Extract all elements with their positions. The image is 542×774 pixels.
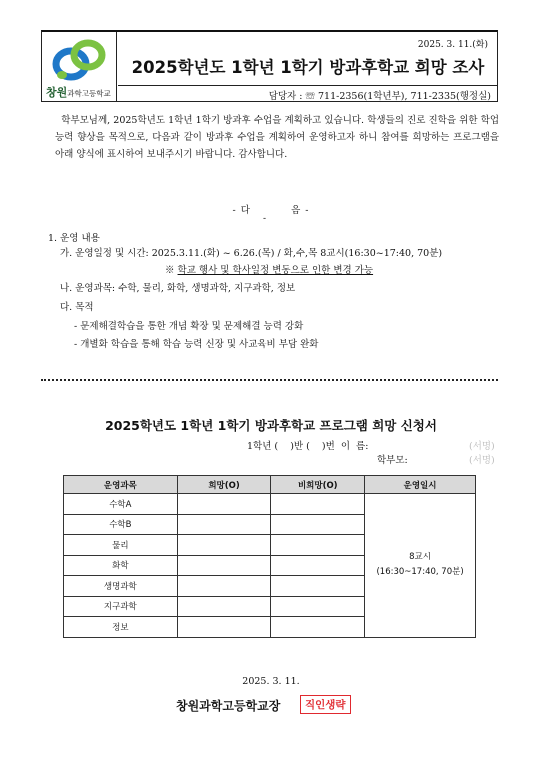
section-1-schedule: 가. 운영일정 및 시간: 2025.3.11.(화) ~ 6.26.(목) / 화,수,목 8교시(16:30~17:40, 70분) xyxy=(60,248,443,259)
student-info-line xyxy=(247,438,368,452)
header-schedule: 운영일시 xyxy=(365,476,476,494)
header-no-wish: 비희망(O) xyxy=(271,476,365,494)
subject-cell: 생명과학 xyxy=(64,576,178,597)
subject-cell: 지구과학 xyxy=(64,596,178,617)
page-title: 2025학년도 1학년 1학기 방과후학교 희망 조사 xyxy=(131,58,485,77)
header-subject: 운영과목 xyxy=(64,476,178,494)
purpose-item-1: - 문제해결학습을 통한 개념 확장 및 문제해결 능력 강화 xyxy=(74,321,304,332)
logo-name-small: 과학고등학교 xyxy=(67,89,111,98)
note-text: 학교 행사 및 학사일정 변동으로 인한 변경 가능 xyxy=(177,265,374,276)
school-logo xyxy=(42,32,117,102)
schedule-time: (16:30~17:40, 70분) xyxy=(376,567,464,578)
wish-cell[interactable] xyxy=(177,535,271,556)
section-1-note xyxy=(165,262,373,276)
wish-cell[interactable] xyxy=(177,514,271,535)
header-wish: 희망(O) xyxy=(177,476,271,494)
no-wish-cell[interactable] xyxy=(271,514,365,535)
wish-cell[interactable] xyxy=(177,494,271,515)
contact-info: 담당자 : ☏ 711-2356(1학년부), 711-2335(행정실) xyxy=(268,91,491,102)
subject-cell: 수학A xyxy=(64,494,178,515)
no-wish-cell[interactable] xyxy=(271,535,365,556)
heading-dash: - xyxy=(263,214,267,224)
no-wish-cell[interactable] xyxy=(271,617,365,638)
table-row xyxy=(64,494,476,515)
table-header-row xyxy=(64,476,476,494)
schedule-period: 8교시 xyxy=(409,552,431,563)
intro-text: 학부모님께, 2025학년도 1학년 1학기 방과후 수업을 계획하고 있습니다. 학생들의 진로 진학을 위한 학업능력 향상을 목적으로, 다음과 같이 방과후 수업을 계획하여 운영하고자 하니 참여를 희망하는 프로그램을 아래 양식에 표시하여 보내주시기 바랍니다. 감사합니다. xyxy=(55,115,499,160)
logo-name-big: 창원 xyxy=(46,86,68,99)
document-date: 2025. 3. 11.(화) xyxy=(417,40,488,50)
parent-info-line: 학부모: xyxy=(377,455,408,466)
subject-cell: 수학B xyxy=(64,514,178,535)
wish-cell[interactable] xyxy=(177,617,271,638)
parent-sign-label: (서명) xyxy=(469,455,495,466)
schedule-cell xyxy=(365,494,476,638)
section-1-subjects: 나. 운영과목: 수학, 물리, 화학, 생명과학, 지구과학, 정보 xyxy=(60,283,296,294)
wish-cell[interactable] xyxy=(177,555,271,576)
section-heading xyxy=(0,202,542,216)
purpose-item-2: - 개별화 학습을 통해 학습 능력 신장 및 사교육비 부담 완화 xyxy=(74,339,319,350)
application-table xyxy=(63,475,476,638)
wish-cell[interactable] xyxy=(177,576,271,597)
cut-line xyxy=(41,379,498,381)
document-header xyxy=(41,30,498,102)
form-title: 2025학년도 1학년 1학기 방과후학교 프로그램 희망 신청서 xyxy=(105,418,437,433)
no-wish-cell[interactable] xyxy=(271,576,365,597)
intro-paragraph xyxy=(55,112,499,163)
section-heading-text: - 다 음 - xyxy=(232,205,310,216)
school-logo-icon xyxy=(48,38,110,86)
no-wish-cell[interactable] xyxy=(271,494,365,515)
seal-omitted-stamp: 직인생략 xyxy=(300,695,351,714)
section-1-purpose-title: 다. 목적 xyxy=(60,302,94,313)
student-info-text: 1학년 ( )반 ( )번 이 름: xyxy=(247,441,369,452)
footer-date: 2025. 3. 11. xyxy=(242,676,300,687)
principal-name: 창원과학고등학교장 xyxy=(176,699,281,713)
student-sign-label: (서명) xyxy=(469,441,495,452)
subject-cell: 정보 xyxy=(64,617,178,638)
subject-cell: 화학 xyxy=(64,555,178,576)
no-wish-cell[interactable] xyxy=(271,596,365,617)
header-divider xyxy=(118,85,497,86)
wish-cell[interactable] xyxy=(177,596,271,617)
school-logo-text xyxy=(46,84,111,100)
subject-cell: 물리 xyxy=(64,535,178,556)
no-wish-cell[interactable] xyxy=(271,555,365,576)
section-1-title: 1. 운영 내용 xyxy=(48,233,100,244)
note-mark: ※ xyxy=(165,265,175,276)
